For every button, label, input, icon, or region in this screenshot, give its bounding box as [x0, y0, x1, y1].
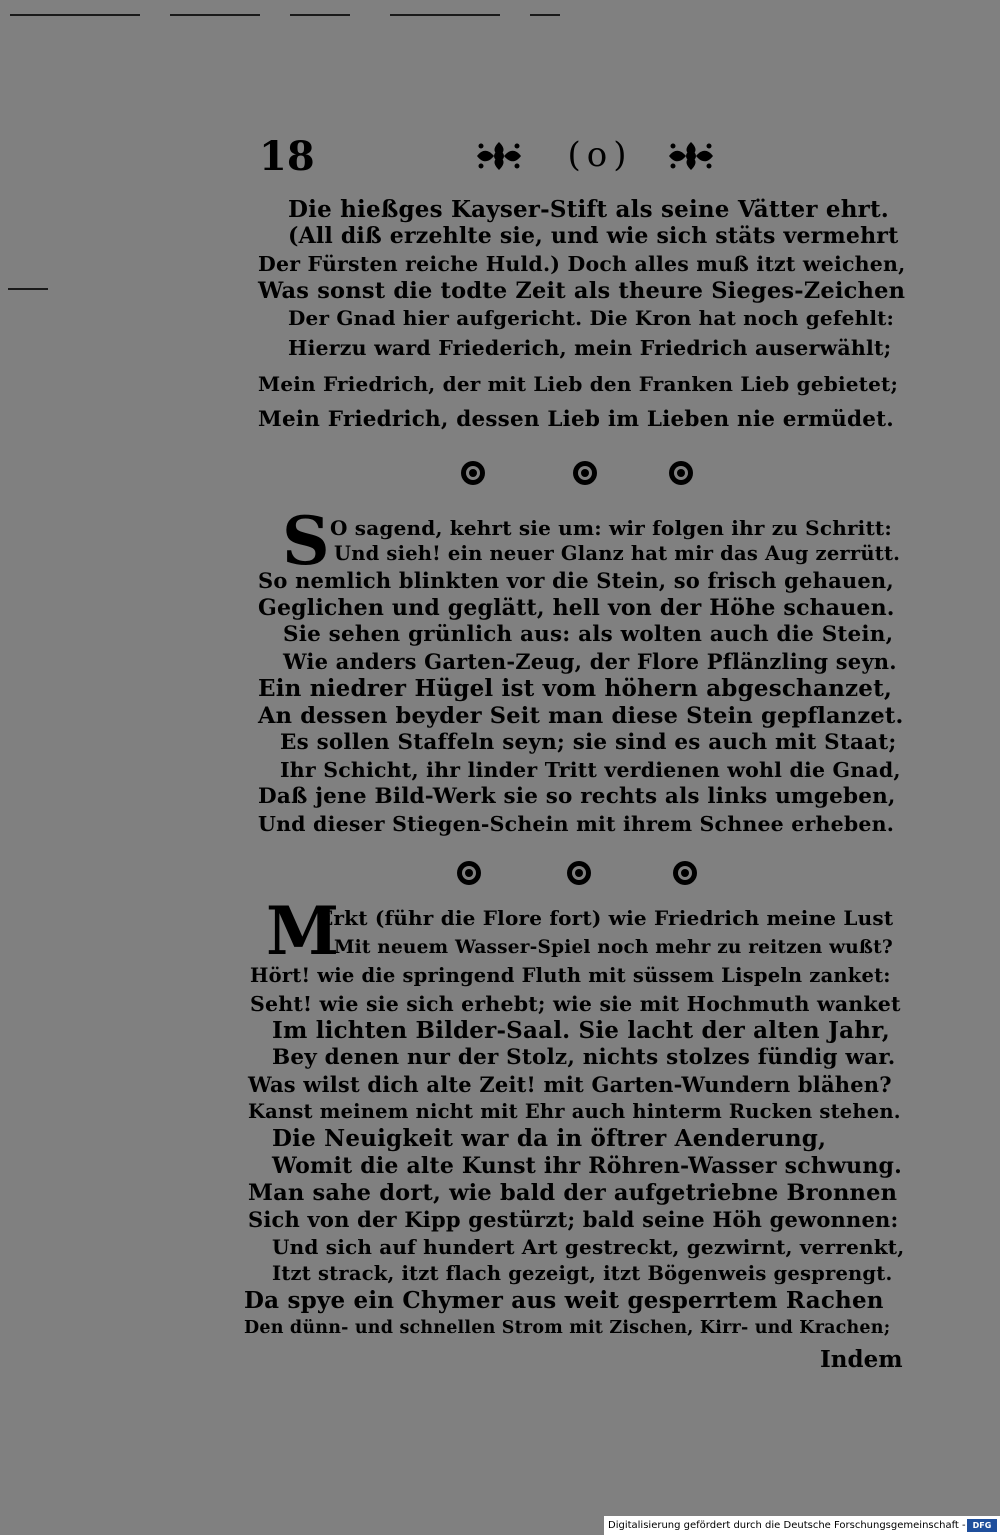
rosette-icon	[460, 460, 486, 486]
verse-line: So nemlich blinkten vor die Stein, so frisch gehauen,	[258, 568, 894, 593]
fleuron-left-icon	[473, 138, 525, 174]
verse-line: Hört! wie die springend Fluth mit süssem Lispeln zanket:	[250, 964, 891, 987]
footer-attribution	[604, 1516, 1000, 1535]
verse-line: Und sich auf hundert Art gestreckt, gezwirnt, verrenkt,	[272, 1235, 905, 1259]
page-number: 18	[259, 133, 315, 180]
verse-line: Sich von der Kipp gestürzt; bald seine Höh gewonnen:	[248, 1207, 899, 1232]
verse-line: An dessen beyder Seit man diese Stein gepflanzet.	[258, 703, 904, 729]
drop-capital: S	[282, 502, 330, 580]
verse-line: Die Neuigkeit war da in öftrer Aenderung,	[272, 1125, 827, 1152]
verse-line: Mit neuem Wasser-Spiel noch mehr zu reitzen wußt?	[334, 937, 893, 958]
verse-line: Im lichten Bilder-Saal. Sie lacht der alten Jahr,	[272, 1017, 890, 1044]
margin-mark	[8, 288, 48, 290]
verse-line: Erkt (führ die Flore fort) wie Friedrich meine Lust	[318, 906, 894, 930]
verse-line: Der Gnad hier aufgericht. Die Kron hat noch gefehlt:	[288, 306, 895, 330]
verse-line: O sagend, kehrt sie um: wir folgen ihr zu Schritt:	[330, 516, 892, 540]
verse-line: Womit die alte Kunst ihr Röhren-Wasser schwung.	[272, 1153, 902, 1179]
verse-line: Da spye ein Chymer aus weit gesperrtem Rachen	[244, 1287, 884, 1314]
verse-line: Es sollen Staffeln seyn; sie sind es auch mit Staat;	[280, 730, 897, 755]
verse-line: Hierzu ward Friederich, mein Friedrich auserwählt;	[288, 336, 892, 360]
fleuron-right-icon	[665, 138, 717, 174]
section-divider	[440, 860, 720, 890]
verse-line: Was sonst die todte Zeit als theure Sieges-Zeichen	[258, 278, 906, 304]
verse-line: Bey denen nur der Stolz, nichts stolzes fündig war.	[272, 1045, 896, 1070]
verse-line: Was wilst dich alte Zeit! mit Garten-Wundern blähen?	[248, 1072, 892, 1097]
verse-line: (All diß erzehlte sie, und wie sich stäts vermehrt	[288, 223, 899, 249]
verse-line: Und dieser Stiegen-Schein mit ihrem Schnee erheben.	[258, 812, 895, 836]
page-header	[255, 132, 735, 182]
verse-line: Die hießges Kayser-Stift als seine Vätter ehrt.	[288, 196, 889, 223]
rosette-icon	[668, 460, 694, 486]
verse-line: Wie anders Garten-Zeug, der Flore Pflänzling seyn.	[283, 649, 897, 674]
verse-line: Geglichen und geglätt, hell von der Höhe schauen.	[258, 595, 895, 621]
verse-line: Sie sehen grünlich aus: als wolten auch die Stein,	[283, 622, 894, 647]
section-divider	[440, 460, 720, 490]
verse-line: Mein Friedrich, dessen Lieb im Lieben nie ermüdet.	[258, 407, 894, 432]
top-edge-marks	[10, 8, 570, 22]
verse-line: Itzt strack, itzt flach gezeigt, itzt Bögenweis gesprengt.	[272, 1262, 893, 1285]
rosette-icon	[566, 860, 592, 886]
footer-text: Digitalisierung gefördert durch die Deutsche Forschungsgemeinschaft -	[608, 1520, 966, 1531]
rosette-icon	[456, 860, 482, 886]
catchword: Indem	[820, 1346, 903, 1373]
verse-line: Seht! wie sie sich erhebt; wie sie mit Hochmuth wanket	[250, 992, 901, 1016]
verse-line: Und sieh! ein neuer Glanz hat mir das Aug zerrütt.	[334, 542, 901, 565]
verse-line: Ihr Schicht, ihr linder Tritt verdienen wohl die Gnad,	[280, 758, 901, 782]
running-head: (o)	[567, 135, 633, 175]
verse-line: Mein Friedrich, der mit Lieb den Franken Lieb gebietet;	[258, 372, 899, 396]
rosette-icon	[572, 460, 598, 486]
verse-line: Ein niedrer Hügel ist vom höhern abgeschanzet,	[258, 675, 893, 702]
drop-capital: M	[266, 892, 340, 970]
verse-line: Der Fürsten reiche Huld.) Doch alles muß itzt weichen,	[258, 252, 906, 276]
verse-line: Daß jene Bild-Werk sie so rechts als links umgeben,	[258, 784, 896, 809]
verse-line: Kanst meinem nicht mit Ehr auch hinterm Rucken stehen.	[248, 1100, 901, 1123]
rosette-icon	[672, 860, 698, 886]
verse-line: Man sahe dort, wie bald der aufgetriebne Bronnen	[248, 1180, 898, 1206]
verse-line: Den dünn- und schnellen Strom mit Zischen, Kirr- und Krachen;	[244, 1318, 891, 1338]
dfg-logo: DFG	[967, 1519, 997, 1532]
